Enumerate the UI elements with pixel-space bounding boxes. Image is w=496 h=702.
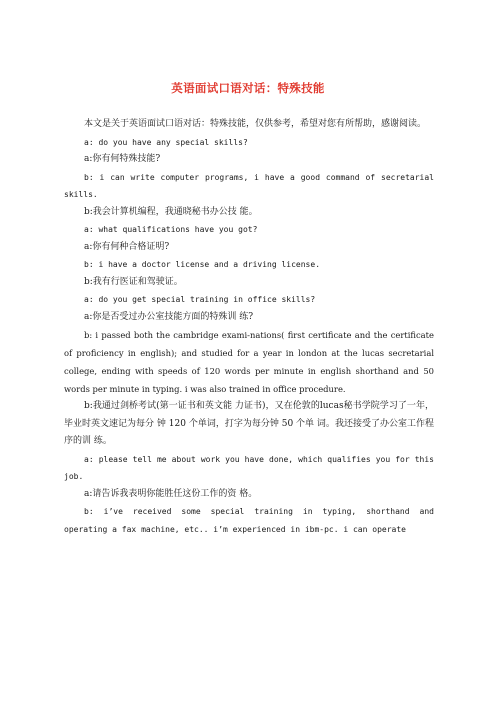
dialogue-line: b: i passed both the cambridge exami-nations( first certificate and the certificate of proficiency in english); and studied for a year in london at the lucas secretarial college, ending with speeds of 120 words per minute in english shorthand and 50 words per minute in typing. i was also trained in office procedure. [64,330,434,394]
dialogue-line: a: what qualifications have you got? [84,225,258,234]
dialogue-line: b:我通过剑桥考试(第一证书和英文能 力证书)，又在伦敦的lucas秘书学院学习了一年，毕业时英文速记为每分 钟 120 个单词，打字为每分钟 50 个单 词。我还接受了办公室工作程序的训 练。 [64,401,434,446]
intro-paragraph: 本文是关于英语面试口语对话：特殊技能，仅供参考，希望对您有所帮助，感谢阅读。 [84,119,427,129]
dialogue-line: a: please tell me about work you have done, which qualifies you for this job. [64,454,434,481]
dialogue-line: b:我有行医证和驾驶证。 [84,276,183,287]
dialogue-line: a: do you get special training in office skills? [84,295,316,304]
dialogue-line: a:你有何特殊技能? [84,154,161,164]
document-title: 英语面试口语对话：特殊技能 [171,81,325,95]
dialogue-line: b:我会计算机编程，我通晓秘书办公技 能。 [84,206,258,217]
dialogue-line: a:你有何种合格证明? [84,241,170,252]
document-body [64,116,434,538]
dialogue-line: b: i’ve received some special training in typing, shorthand and operating a fax machine, etc.. i’m experienced in ibm-pc. i can operate [64,507,434,534]
dialogue-line: a:你是否受过办公室技能方面的特殊训 练? [84,311,254,322]
dialogue-line: b: i can write computer programs, i have a good command of secretarial skills. [64,172,434,199]
dialogue-line: b: i have a doctor license and a driving license. [84,260,321,269]
dialogue-line: a: do you have any special skills? [84,137,248,147]
dialogue-line: a:请告诉我表明你能胜任这份工作的资 格。 [84,488,258,499]
